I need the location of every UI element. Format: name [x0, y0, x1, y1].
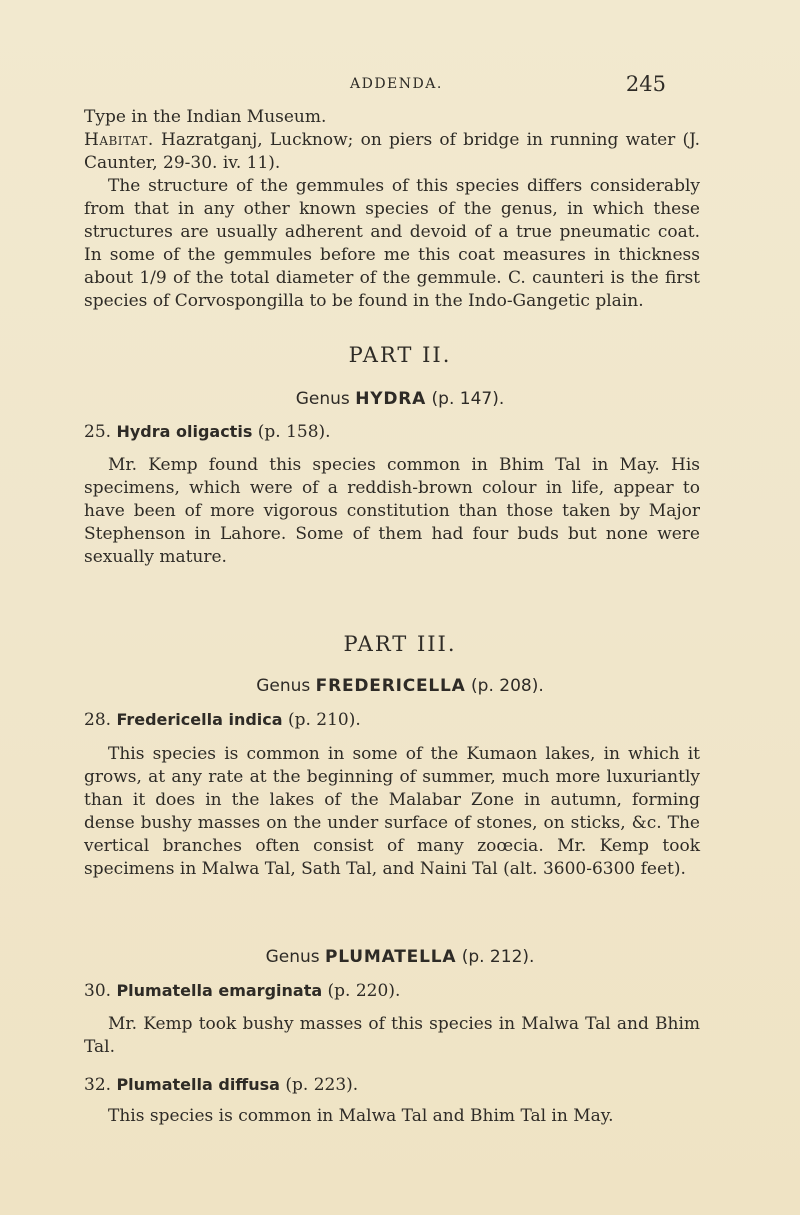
hydra-block [84, 454, 700, 569]
intro-paragraph: The structure of the gemmules of this species differs considerably from that in any other known species of the genus, in which these structures are usually adherent and devoid of a true pneumatic coat. In some of the gemmules before me this coat measures in thickness about 1/9 of the total diameter of the gemmule. C. caunteri is the first species of Corvospongilla to be found in the Indo-Gangetic plain. [84, 176, 700, 311]
hydra-paragraph: Mr. Kemp found this species common in Bhim Tal in May. His specimens, which were of a reddish-brown colour in life, appear to have been of more vigorous constitution than those taken by Major Stephenson in Lahore. Some of them had four buds but none were sexually mature. [84, 455, 700, 567]
type-line: Type in the Indian Museum. [84, 107, 327, 127]
species-30-heading [84, 981, 700, 1001]
genus-ref: (p. 208). [471, 676, 544, 696]
genus-name: PLUMATELLA [325, 947, 457, 967]
running-title: ADDENDA. [350, 76, 443, 92]
page-number: 245 [625, 72, 666, 96]
species-32-heading [84, 1075, 700, 1095]
part-two-heading: PART II. [348, 343, 452, 367]
genus-name: FREDERICELLA [315, 676, 466, 696]
genus-ref: (p. 147). [431, 389, 505, 409]
genus-prefix: Genus [295, 389, 350, 409]
species-25-heading [84, 422, 700, 442]
fredericella-paragraph: This species is common in some of the Kumaon lakes, in which it grows, at any rate at the beginning of summer, much more luxuriantly than it does in the lakes of the Malabar Zone in autumn, forming dense bushy masses on the under surface of stones, on sticks, &c. The vertical branches often consist of many zoœcia. Mr. Kemp took specimens in Malwa Tal, Sath Tal, and Naini Tal (alt. 3600-6300 feet). [84, 744, 700, 879]
species-number: 30. [84, 981, 112, 1001]
diffusa-block [84, 1105, 700, 1128]
genus-plumatella-heading [0, 947, 800, 967]
species-name: Plumatella emarginata [116, 981, 323, 1000]
species-ref: (p. 223). [285, 1075, 359, 1095]
part-three-heading: PART III. [343, 632, 457, 656]
genus-fredericella-heading [0, 676, 800, 696]
species-number: 25. [84, 422, 112, 442]
species-name: Hydra oligactis [116, 422, 253, 441]
genus-ref: (p. 212). [461, 947, 535, 967]
habitat-text: Hazratganj, Lucknow; on piers of bridge in running water (J. Caunter, 29-30. iv. 11). [84, 130, 701, 173]
habitat-label: Habitat. [84, 130, 154, 150]
habitat-line [84, 129, 700, 175]
diffusa-paragraph: This species is common in Malwa Tal and Bhim Tal in May. [108, 1106, 614, 1126]
species-28-heading [84, 710, 700, 730]
species-ref: (p. 158). [257, 422, 331, 442]
fredericella-block [84, 743, 700, 881]
species-number: 32. [84, 1075, 112, 1095]
species-number: 28. [84, 710, 112, 730]
genus-prefix: Genus [256, 676, 311, 696]
emarginata-block [84, 1013, 700, 1059]
intro-block [84, 106, 700, 313]
genus-prefix: Genus [265, 947, 320, 967]
species-ref: (p. 210). [287, 710, 361, 730]
emarginata-paragraph: Mr. Kemp took bushy masses of this species in Malwa Tal and Bhim Tal. [84, 1014, 700, 1057]
species-ref: (p. 220). [327, 981, 401, 1001]
species-name: Plumatella diffusa [116, 1075, 280, 1094]
genus-hydra-heading [0, 389, 800, 409]
species-name: Fredericella indica [116, 710, 283, 729]
genus-name: HYDRA [355, 389, 427, 409]
